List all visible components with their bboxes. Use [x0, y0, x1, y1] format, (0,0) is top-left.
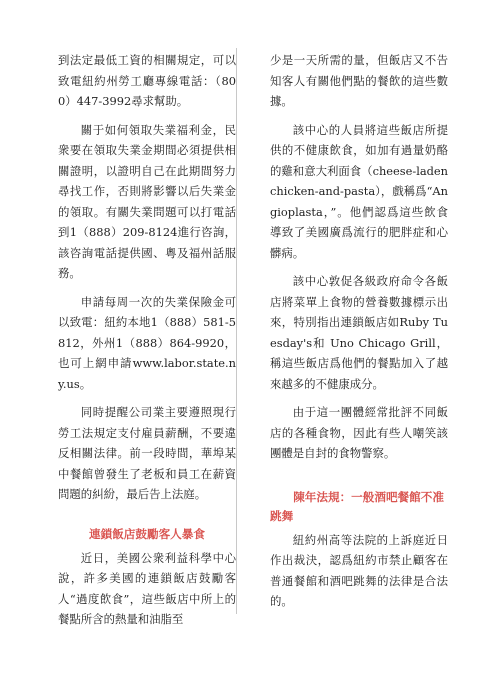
- paragraph-dance-ruling: 紐約州高等法院的上訴庭近日作出裁決，認爲紐約市禁止顧客在普通餐館和酒吧跳舞的法律是合法的。: [270, 532, 448, 608]
- right-column: [270, 50, 448, 638]
- left-column: [58, 50, 236, 638]
- heading-chain-restaurants: 連鎖飯店鼓勵客人暴食: [89, 526, 205, 541]
- paragraph-labor-hotline: 到法定最低工資的相關規定，可以致電紐約州勞工廳專線電話：（800）447-3992尋求幫助。: [58, 53, 236, 108]
- column-divider: [236, 48, 237, 614]
- heading-dance-law: 陳年法規：一般酒吧餐館不准跳舞: [270, 489, 444, 523]
- paragraph-chain-restaurants-cont: 少是一天所需的量，但飯店又不告知客人有關他們點的餐飲的這些數據。: [270, 53, 448, 108]
- paragraph-employer-reminder: 同時提醒公司業主要遵照現行勞工法規定支付雇員薪酬，不要違反相關法律。前一段時間，華埠某中餐館曾發生了老板和員工在薪資問題的糾紛，最后告上法庭。: [58, 405, 236, 501]
- paragraph-food-police: 由于這一團體經常批評不同飯店的各種食物，因此有些人嘲笑該團體是自封的食物警察。: [270, 405, 448, 460]
- paragraph-angioplasta: 該中心的人員將這些飯店所提供的不健康飲食，如加有過量奶酪的雞和意大利面食（cheese-laden chicken-and-pasta），戲稱爲“Angioplasta，”。他們認爲這些飲食導致了美國廣爲流行的肥胖症和心髒病。: [270, 122, 448, 260]
- paragraph-nutrition-labels: 該中心敦促各級政府命令各飯店將菜單上食物的營養數據標示出來，特別指出連鎖飯店如Ruby Tuesday's和 Uno Chicago Grill，稱這些飯店爲他們的餐點加入了越來越多的不健康成分。: [270, 274, 448, 391]
- paragraph-unemployment-benefits: 關于如何領取失業福利金，民衆要在領取失業金期間必須提供相關證明，以證明自己在此期間努力尋找工作，否則將影響以后失業金的領取。有關失業問題可以打電話到1（888）209-8124進行咨詢，該咨詢電話提供國、粵及福州話服務。: [58, 122, 236, 280]
- paragraph-unemployment-insurance: 申請每周一次的失業保險金可以致電：紐約本地1（888）581-5812，外州1（888）864-9920，也可上網申請www.labor.state.ny.us。: [58, 294, 236, 391]
- article-columns: [58, 50, 448, 638]
- paragraph-chain-restaurants-intro: 近日，美國公衆利益科學中心說，許多美國的連鎖飯店鼓勵客人“過度飲食”，這些飯店中所上的餐點所含的熱量和油脂至: [58, 550, 236, 626]
